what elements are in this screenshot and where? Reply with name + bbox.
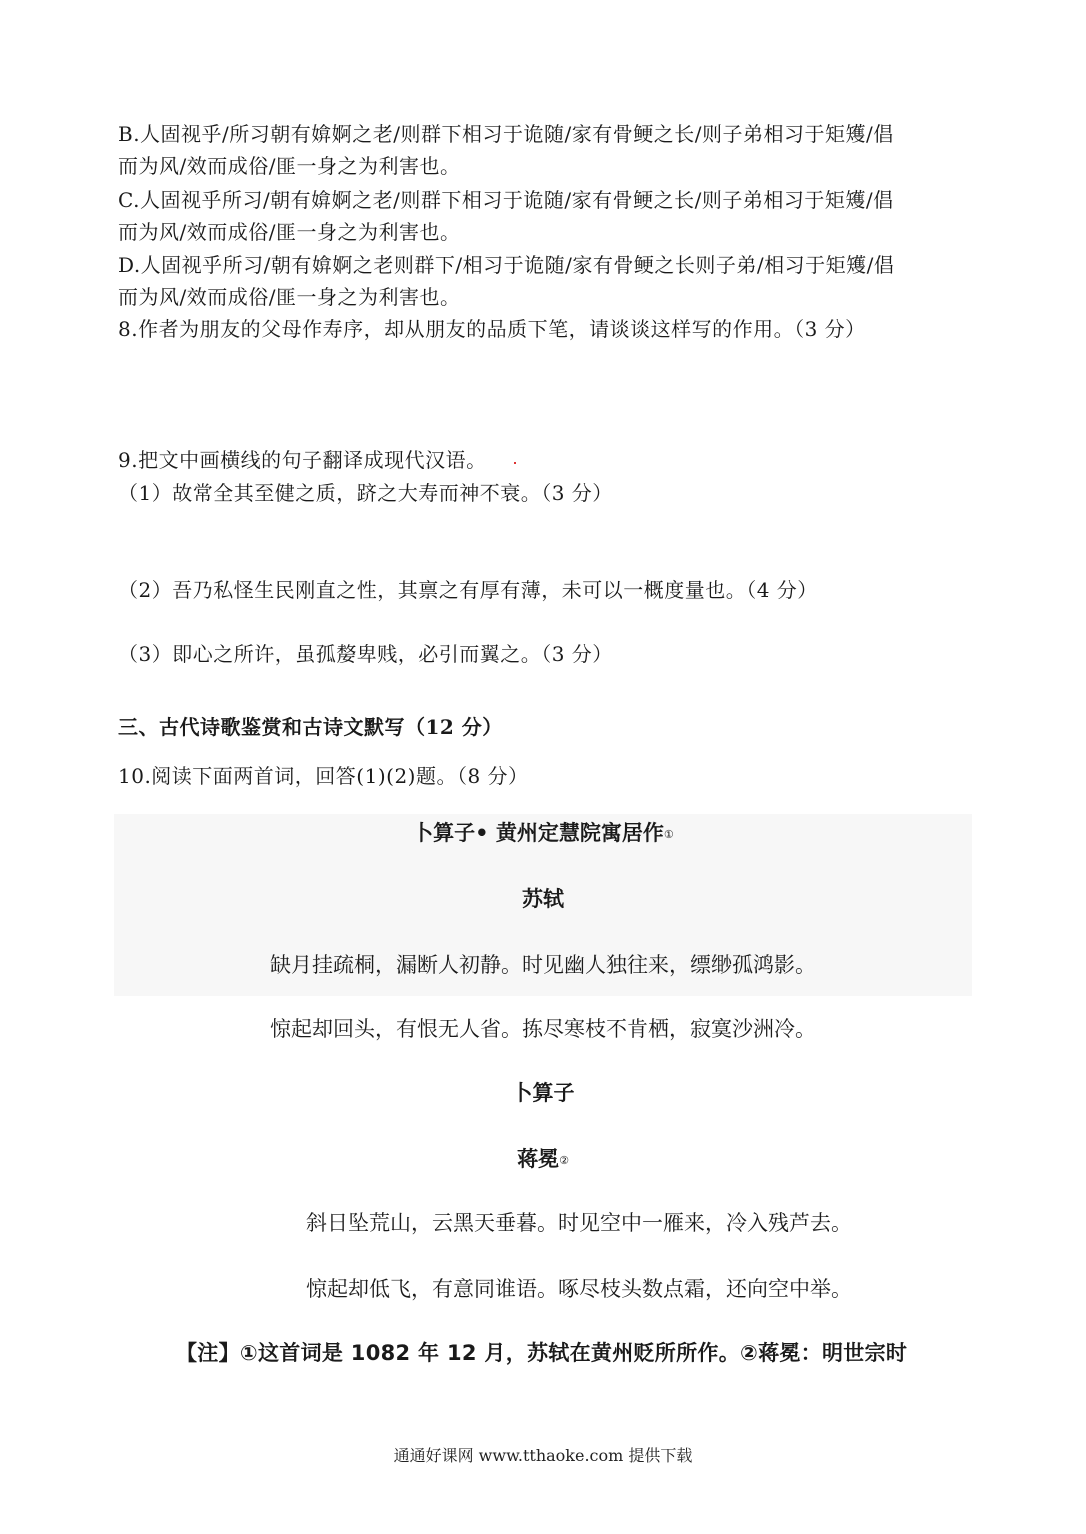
poem1-author: 苏轼: [522, 887, 564, 911]
poem1-line2: 惊起却回头，有恨无人省。拣尽寒枝不肯栖，寂寞沙洲冷。: [270, 1017, 816, 1041]
poem2-author-text: 蒋冕: [517, 1147, 560, 1171]
question-9-sub2: （2）吾乃私怪生民刚直之性，其禀之有厚有薄，未可以一概度量也。（4 分）: [118, 578, 818, 602]
question-8: 8.作者为朋友的父母作寿序，却从朋友的品质下笔，请谈谈这样写的作用。（3 分）: [118, 317, 866, 341]
poem1-title-text: 卜算子• 黄州定慧院寓居作: [412, 821, 664, 845]
option-b-line2: 而为风/效而成俗/匪一身之为利害也。: [118, 154, 461, 178]
poem1-title: [114, 818, 972, 850]
question-9-sub1: （1）故常全其至健之质，跻之大寿而神不衰。（3 分）: [118, 481, 613, 505]
poem2-line1: 斜日坠荒山，云黑天垂暮。时见空中一雁来，冷入残芦去。: [306, 1211, 852, 1235]
red-mark: [514, 462, 516, 464]
poem2-author: [114, 1144, 972, 1176]
page-footer: 通通好课网 www.tthaoke.com 提供下载: [393, 1446, 693, 1465]
poem1-title-mark: ①: [663, 828, 674, 841]
option-d-line1: D.人固视乎所习/朝有媕婀之老则群下/相习于诡随/家有骨鲠之长则子弟/相习于矩矱/倡: [118, 253, 895, 277]
question-9-sub3: （3）即心之所许，虽孤嫠卑贱，必引而翼之。（3 分）: [118, 642, 613, 666]
poem2-author-mark: ②: [559, 1154, 569, 1167]
question-10: 10.阅读下面两首词，回答(1)(2)题。（8 分）: [118, 764, 529, 788]
question-9-stem: 9.把文中画横线的句子翻译成现代汉语。: [118, 448, 487, 472]
section-3-heading: 三、古代诗歌鉴赏和古诗文默写（12 分）: [118, 715, 503, 739]
option-d-line2: 而为风/效而成俗/匪一身之为利害也。: [118, 285, 461, 309]
poem1-line1: 缺月挂疏桐，漏断人初静。时见幽人独往来，缥缈孤鸿影。: [270, 953, 816, 977]
annotation-note: 【注】①这首词是 1082 年 12 月，苏轼在黄州贬所所作。②蒋冕：明世宗时: [176, 1341, 908, 1365]
poem2-line2: 惊起却低飞，有意同谁语。啄尽枝头数点霜，还向空中举。: [306, 1277, 852, 1301]
poem2-title: 卜算子: [511, 1081, 575, 1105]
option-b-line1: B.人固视乎/所习朝有媕婀之老/则群下相习于诡随/家有骨鲠之长/则子弟相习于矩矱/倡: [118, 122, 894, 146]
option-c-line1: C.人固视乎所习/朝有媕婀之老/则群下相习于诡随/家有骨鲠之长/则子弟相习于矩矱/倡: [118, 188, 894, 212]
option-c-line2: 而为风/效而成俗/匪一身之为利害也。: [118, 220, 461, 244]
